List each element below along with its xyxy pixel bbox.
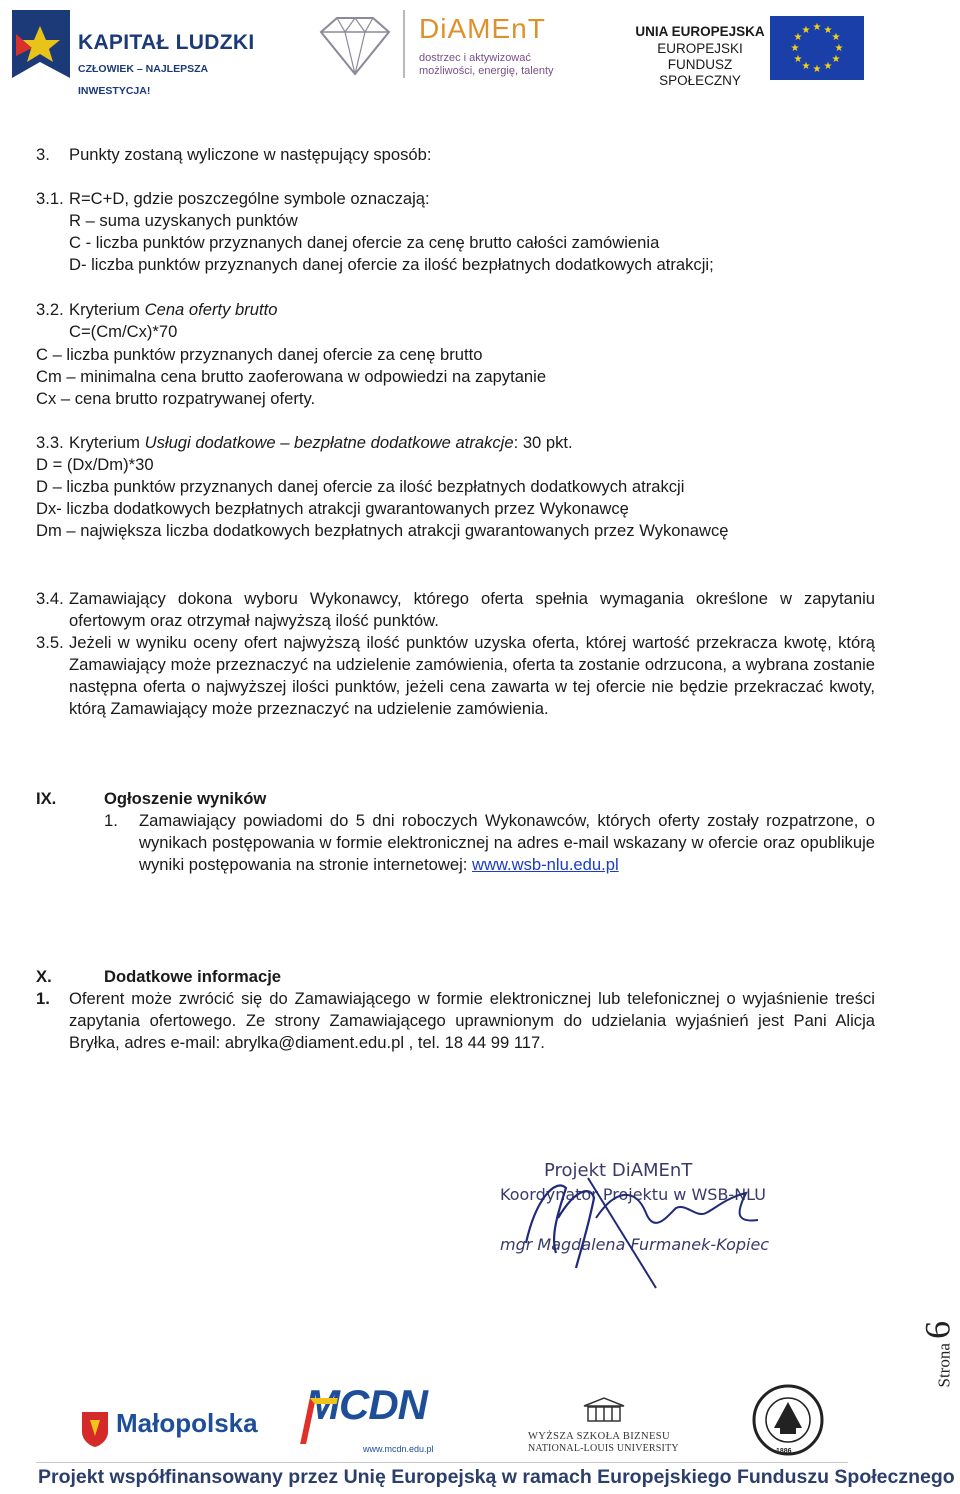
s31-line4: D- liczba punktów przyznanych danej ofercie za ilość bezpłatnych dodatkowych atrakcji; bbox=[69, 255, 714, 274]
kl-title: KAPITAŁ LUDZKI bbox=[78, 31, 255, 54]
nlu-seal bbox=[752, 1384, 824, 1456]
s33-line2: Dx- liczba dodatkowych bezpłatnych atrakcji gwarantowanych przez Wykonawcę bbox=[36, 499, 629, 518]
svg-text:★: ★ bbox=[793, 54, 803, 65]
s10-title: Dodatkowe informacje bbox=[104, 967, 282, 986]
diament-divider bbox=[403, 10, 405, 78]
ue-line1: UNIA EUROPEJSKA bbox=[635, 24, 765, 39]
s31-line1: R=C+D, gdzie poszczególne symbole oznaczają: bbox=[69, 189, 430, 208]
s33-label: Kryterium bbox=[69, 433, 145, 452]
s33-line3: Dm – największa liczba dodatkowych bezpłatnych atrakcji gwarantowanych przez Wykonawcę bbox=[36, 521, 729, 540]
s9-item bbox=[139, 810, 875, 876]
stamp-line3: mgr Magdalena Furmanek-Kopiec bbox=[500, 1235, 770, 1254]
s10-item-number: 1. bbox=[36, 989, 50, 1008]
s32-line1: C – liczba punktów przyznanych danej ofercie za cenę brutto bbox=[36, 345, 483, 364]
malopolska-text: Małopolska bbox=[116, 1408, 258, 1438]
signature-stamp bbox=[496, 1158, 786, 1293]
s32-line3: Cx – cena brutto rozpatrywanej oferty. bbox=[36, 389, 316, 408]
svg-text:★: ★ bbox=[823, 25, 833, 36]
website-link[interactable]: www.wsb-nlu.edu.pl bbox=[472, 855, 619, 874]
diament-logo bbox=[315, 8, 555, 82]
page-num: 6 bbox=[917, 1320, 958, 1339]
diament-sub1: dostrzec i aktywizować bbox=[419, 52, 531, 64]
page-number bbox=[908, 1268, 960, 1388]
s9-item-number: 1. bbox=[104, 811, 118, 830]
s10-item-text: Oferent może zwrócić się do Zamawiającego w formie elektronicznej lub telefonicznej o wyjaśnienie treści zapytania ofertowego. Ze strony Zamawiającego uprawnionym do udzielania wyjaśnień jest Pani Alicja Bryłka, adres e-mail: abrylka@diament.edu.pl , tel. 18 44 99 117. bbox=[69, 989, 875, 1052]
svg-text:★: ★ bbox=[812, 22, 822, 33]
stamp-line1: Projekt DiAMEnT bbox=[544, 1160, 693, 1181]
s33-formula: D = (Dx/Dm)*30 bbox=[36, 455, 154, 474]
s33-criterion: Usługi dodatkowe – bezpłatne dodatkowe atrakcje bbox=[144, 433, 514, 452]
kapital-ludzki-logo bbox=[10, 4, 260, 97]
s34-number: 3.4. bbox=[36, 589, 64, 608]
wsb-line2: NATIONAL-LOUIS UNIVERSITY bbox=[528, 1443, 679, 1454]
svg-text:★: ★ bbox=[812, 64, 822, 75]
diamond-icon bbox=[315, 14, 395, 78]
kapital-ludzki-star-icon bbox=[10, 4, 74, 84]
s9-item-text: Zamawiający powiadomi do 5 dni roboczych Wykonawców, których oferty zostały rozpatrzone, o wynikach postępowania w formie elektronicznej na adres e-mail wskazany w ofercie oraz opublikuje wyniki postępowania na stronie internetowej: bbox=[139, 811, 875, 874]
s35-number: 3.5. bbox=[36, 633, 64, 652]
svg-text:★: ★ bbox=[793, 32, 803, 43]
diament-sub2: możliwości, energię, talenty bbox=[419, 65, 554, 77]
kl-subtitle: CZŁOWIEK – NAJLEPSZA INWESTYCJA! bbox=[78, 63, 208, 97]
s34-text: Zamawiający dokona wyboru Wykonawcy, którego oferta spełnia wymagania określone w zapytaniu ofertowym oraz otrzymał najwyższą ilość punktów. bbox=[69, 589, 875, 630]
diament-title: DiAMEnT bbox=[419, 13, 546, 44]
eu-logo bbox=[630, 14, 870, 88]
s32-number: 3.2. bbox=[36, 300, 64, 319]
handwritten-signature bbox=[496, 1158, 786, 1293]
svg-text:★: ★ bbox=[823, 61, 833, 72]
seal-year: 1886 bbox=[776, 1448, 792, 1455]
s31-line2: R – suma uzyskanych punktów bbox=[69, 211, 298, 230]
s3-number: 3. bbox=[36, 145, 50, 164]
footer-divider bbox=[36, 1462, 848, 1463]
mcdn-logo bbox=[305, 1381, 450, 1454]
s9-title: Ogłoszenie wyników bbox=[104, 789, 267, 808]
svg-text:★: ★ bbox=[801, 61, 811, 72]
page-label: Strona bbox=[934, 1343, 954, 1388]
ue-line2: EUROPEJSKI bbox=[657, 41, 743, 56]
wsb-line1: WYŻSZA SZKOŁA BIZNESU bbox=[528, 1431, 670, 1442]
s35-text: Jeżeli w wyniku oceny ofert najwyższą ilość punktów uzyska oferta, której wartość przekracza kwotę, którą Zamawiający może przeznaczyć na udzielenie zamówienia, oferta ta zostanie odrzucona, a wybrana zostanie następna oferta o najwyższej ilości punktów, jeżeli cena zawarta w tej ofercie nie będzie przekraczać kwoty, którą Zamawiający może przeznaczyć na udzielenie zamówienia. bbox=[69, 633, 875, 718]
footer-bar-text: Projekt współfinansowany przez Unię Europejską w ramach Europejskiego Funduszu Społecznego bbox=[38, 1466, 955, 1488]
s10-number: X. bbox=[36, 967, 52, 986]
s9-number: IX. bbox=[36, 789, 57, 808]
s33-line1: D – liczba punktów przyznanych danej ofercie za ilość bezpłatnych dodatkowych atrakcji bbox=[36, 477, 685, 496]
s31-number: 3.1. bbox=[36, 189, 64, 208]
s32-heading bbox=[69, 299, 277, 321]
svg-text:★: ★ bbox=[831, 32, 841, 43]
mcdn-url: www.mcdn.edu.pl bbox=[363, 1444, 434, 1454]
stamp-line2: Koordynator Projektu w WSB-NLU bbox=[500, 1185, 766, 1204]
svg-text:★: ★ bbox=[834, 43, 844, 54]
svg-text:★: ★ bbox=[790, 43, 800, 54]
wsb-building-icon bbox=[582, 1396, 626, 1424]
svg-text:★: ★ bbox=[801, 25, 811, 36]
svg-text:★: ★ bbox=[831, 54, 841, 65]
s32-label: Kryterium bbox=[69, 300, 145, 319]
s33-number: 3.3. bbox=[36, 433, 64, 452]
ue-line3: FUNDUSZ SPOŁECZNY bbox=[659, 57, 741, 88]
malopolska-emblem-icon bbox=[80, 1410, 110, 1448]
mcdn-text: MCDN bbox=[305, 1381, 427, 1428]
s33-heading bbox=[69, 432, 573, 454]
s31-line3: C - liczba punktów przyznanych danej ofercie za cenę brutto całości zamówienia bbox=[69, 233, 660, 252]
s32-line2: Cm – minimalna cena brutto zaoferowana w odpowiedzi na zapytanie bbox=[36, 367, 547, 386]
eu-flag-icon bbox=[770, 16, 864, 80]
wsb-nlu-logo bbox=[520, 1396, 690, 1452]
s32-criterion: Cena oferty brutto bbox=[144, 300, 278, 319]
s32-formula: C=(Cm/Cx)*70 bbox=[69, 322, 178, 341]
s33-points: : 30 pkt. bbox=[513, 433, 573, 452]
malopolska-logo bbox=[80, 1406, 260, 1452]
s3-title: Punkty zostaną wyliczone w następujący sposób: bbox=[69, 145, 432, 164]
